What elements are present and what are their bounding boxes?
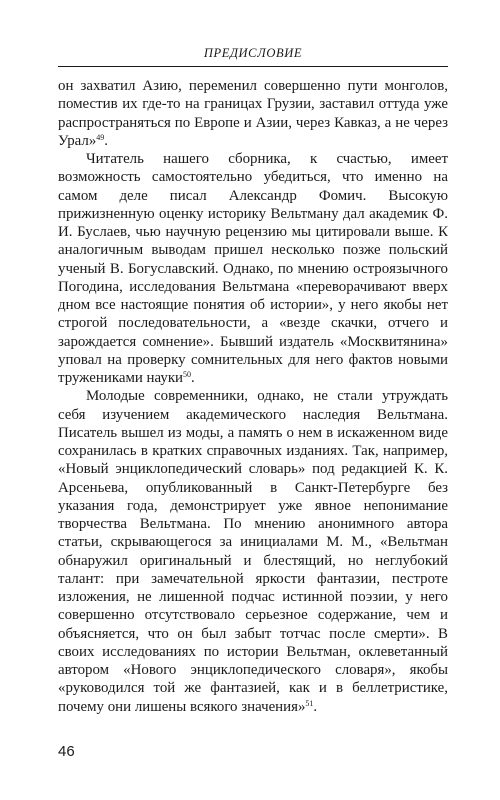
paragraph-1-text: он захватил Азию, переменил совершенно пути монголов, поместив их где-то на границах Грузии, заставил оттуда уже распространяться по Европе и Азии, через Кавказ, а не через Урал» — [58, 78, 448, 149]
footnote-ref-50[interactable]: 50 — [183, 370, 192, 379]
paragraph-2 — [58, 150, 448, 387]
paragraph-3-text: Молодые современники, однако, не стали утруждать себя изучением академического наследия Вельтмана. Писатель вышел из моды, а память о нем в искаженном виде сохранилась в кратких справочных изданиях. Так, например, «Новый энциклопедический словарь» под редакцией К. К. Арсеньева, опубликованный в Санкт-Петербурге без указания года, демонстрирует уже явное непонимание творчества Вельтмана. По мнению анонимного автора статьи, скрывающегося за инициалами М. М., «Вельтман обнаружил оригинальный и блестящий, но неглубокий талант: при замечательной яркости фантазии, пестроте изложения, не лишенной подчас истинной поэзии, у него совершенно отсутствовало серьезное содержание, чем и объясняется, что он был забыт тотчас после смерти». В своих исследованиях по истории Вельтман, оклеветанный автором «Нового энциклопедического словаря», якобы «руководился той же фантазией, как и в беллетристике, почему они лишены всякого значения» — [58, 388, 448, 715]
page-number: 46 — [58, 743, 75, 760]
body-text — [58, 77, 448, 716]
paragraph-1 — [58, 77, 448, 150]
footnote-ref-51[interactable]: 51 — [305, 698, 314, 708]
footnote-ref-49[interactable]: 49 — [96, 132, 105, 142]
paragraph-2-text: Читатель нашего сборника, к счастью, имеет возможность самостоятельно убедиться, что именно на самом деле писал Александр Фомич. Высокую прижизненную оценку историку Вельтману дал академик Ф. И. Буслаев, чью научную рецензию мы цитировали выше. К аналогичным выводам пришел несколько позже польский ученый В. Богуславский. Однако, по мнению острoязычного Погодина, исследования Вельтмана «переворачивают вверх дном все настоящие понятия об истории», у него якобы нет строгой последовательности, а «везде скачки, отчего и зарождается сомнение». Бывший издатель «Москвитянина» уповал на проверку сомнительных для него фактов новыми тружениками науки — [58, 151, 448, 386]
paragraph-3 — [58, 387, 448, 716]
running-head: ПРЕДИСЛОВИЕ — [203, 46, 303, 60]
header-rule — [58, 66, 448, 67]
paragraph-3-end: . — [313, 698, 318, 715]
paragraph-1-end: . — [104, 132, 109, 149]
paragraph-2-end: . — [191, 370, 195, 386]
